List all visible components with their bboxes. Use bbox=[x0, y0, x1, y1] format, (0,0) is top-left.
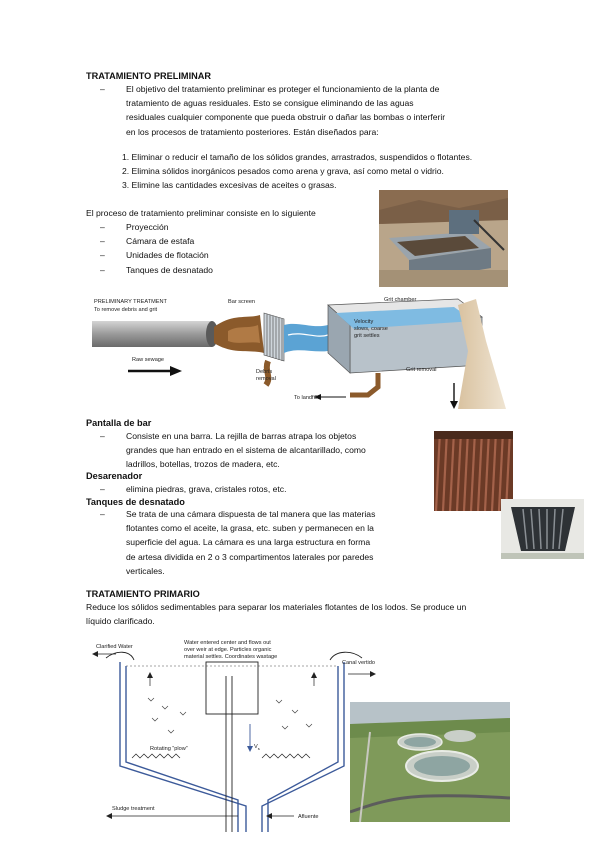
preliminary-treatment-diagram bbox=[88, 291, 506, 411]
desarenador-text: – elimina piedras, grava, cristales rotos, etc. bbox=[100, 484, 287, 494]
pantalla-title: Pantalla de bar bbox=[86, 418, 152, 428]
goals-list bbox=[122, 150, 562, 193]
aerial-clarifier-photo bbox=[350, 702, 510, 822]
tanques-title: Tanques de desnatado bbox=[86, 497, 185, 507]
clarifier-diagram bbox=[86, 636, 382, 836]
label-sludge: Sludge treatment bbox=[112, 806, 155, 812]
process-item: Cámara de estafa bbox=[126, 236, 195, 247]
goal-item: 1. Eliminar o reducir el tamaño de los sólidos grandes, arrastrados, suspendidos o flotantes. bbox=[122, 152, 473, 162]
process-item: Proyección bbox=[126, 222, 169, 232]
label-note-1: Water entered center and flows out bbox=[184, 640, 271, 646]
process-intro: El proceso de tratamiento preliminar consiste en lo siguiente bbox=[86, 208, 316, 218]
label-debris: Debris bbox=[256, 369, 273, 375]
section-title-preliminar: TRATAMIENTO PRELIMINAR bbox=[86, 71, 212, 81]
desarenador-title: Desarenador bbox=[86, 471, 143, 481]
pantalla-text: – Consiste en una barra. La rejilla de barras atrapa los objetos grandes que han entrado en el sistema de alcantarillado, como ladrillos, botellas, trozos de madera, etc. bbox=[100, 431, 366, 470]
intro-line: en los procesos de tratamiento posteriores. Están diseñados para: bbox=[126, 126, 379, 137]
label-afluente: Afluente bbox=[298, 814, 319, 820]
label-velocity: Velocity bbox=[354, 319, 374, 325]
intro-line: El objetivo del tratamiento preliminar es proteger el funcionamiento de la planta de bbox=[126, 84, 440, 94]
label-canal: Canal vertido bbox=[342, 660, 375, 666]
label-grit-chamber: Grit chamber bbox=[384, 297, 417, 303]
label-clarified-water: Clarified Water bbox=[96, 644, 133, 650]
label-velocity-3: grit settles bbox=[354, 333, 380, 339]
tanques-text: – Se trata de una cámara dispuesta de tal manera que las materias flotantes como el aceite, la grasa, etc. suben y permanecen en la superficie del agua. La cámara es una larga estructura en forma de artesa dividida en 2 o 3 compartimentos laterales por paredes verticales. bbox=[100, 509, 376, 576]
diagram1-title: PRELIMINARY TREATMENT bbox=[94, 299, 167, 305]
intro-line: residuales cualquier componente que pueda obstruir o dañar las bombas o interferir bbox=[126, 112, 446, 123]
label-bar-screen: Bar screen bbox=[228, 299, 256, 305]
facility-photo bbox=[379, 190, 508, 287]
primario-text: Reduce los sólidos sedimentables para separar los materiales flotantes de los lodos. Se produce un líquido clarificado. bbox=[86, 602, 467, 627]
skimming-tank-photo bbox=[501, 499, 584, 559]
label-vs: $V_s$ bbox=[254, 744, 260, 751]
label-debris-2: removal bbox=[256, 376, 276, 382]
label-velocity-2: slows, coarse bbox=[354, 326, 388, 332]
process-list: – Proyección – Cámara de estafa – Unidades de flotación – Tanques de desnatado bbox=[100, 220, 360, 277]
label-note-3: material settles. Coordinates wastage bbox=[184, 654, 278, 660]
process-item: Unidades de flotación bbox=[126, 250, 209, 261]
label-grit-removal: Grit removal bbox=[406, 367, 437, 373]
intro-line: tratamiento de aguas residuales. Esto se consigue eliminando de las aguas bbox=[126, 98, 414, 109]
goal-item: 2. Elimina sólidos inorgánicos pesados como arena y grava, así como metal o vidrio. bbox=[122, 166, 444, 177]
goal-item: 3. Elimine las cantidades excesivas de aceites o grasas. bbox=[122, 180, 337, 191]
intro-paragraph: – El objetivo del tratamiento preliminar es proteger el funcionamiento de la planta de tratamiento de aguas residuales. Esto se consigue eliminando de las aguas residuales cualquier componente que pueda obstruir o dañar las bombas o interferir en los procesos de tratamiento posteriores. Están diseñados para: bbox=[100, 82, 560, 139]
label-to-landfill: To landfill bbox=[294, 395, 318, 401]
label-note-2: over weir at edge. Particles organic bbox=[184, 647, 272, 653]
section-title-primario: TRATAMIENTO PRIMARIO bbox=[86, 589, 200, 599]
process-item: Tanques de desnatado bbox=[126, 264, 213, 275]
label-plow: Rotating “plow” bbox=[150, 746, 188, 752]
diagram1-subtitle: To remove debris and grit bbox=[94, 307, 158, 313]
label-raw-sewage: Raw sewage bbox=[132, 357, 165, 363]
